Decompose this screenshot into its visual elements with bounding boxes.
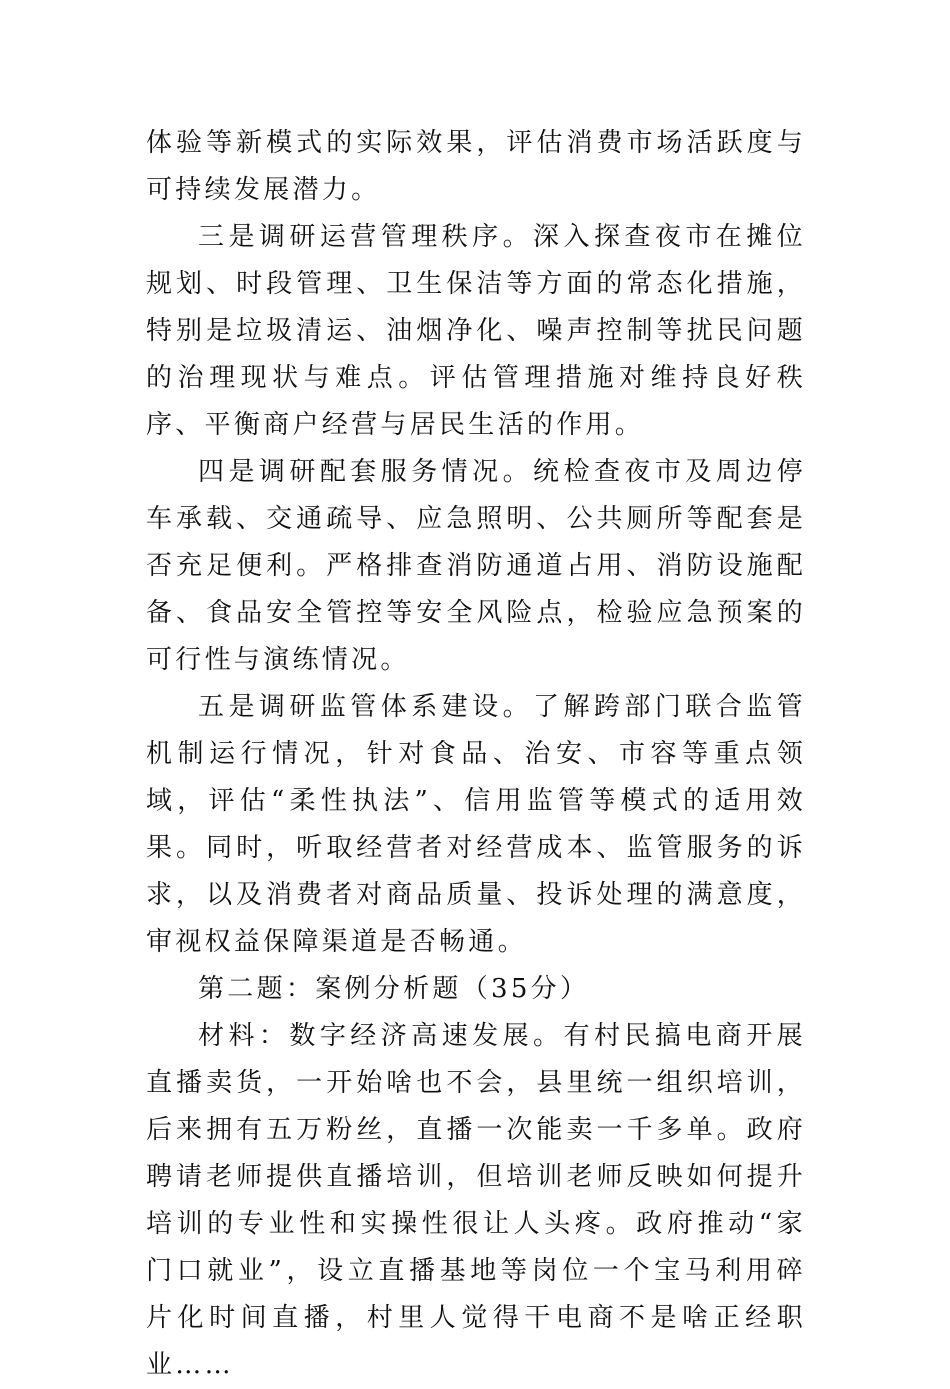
- paragraph-supporting-services: 四是调研配套服务情况。统检查夜市及周边停车承载、交通疏导、应急照明、公共厕所等配套是否充足便利。严格排查消防通道占用、消防设施配备、食品安全管控等安全风险点，检验应急预案的可行性与演练情况。: [146, 457, 806, 675]
- paragraph-operations-management: 三是调研运营管理秩序。深入探查夜市在摊位规划、时段管理、卫生保洁等方面的常态化措施，特别是垃圾清运、油烟净化、噪声控制等扰民问题的治理现状与难点。评估管理措施对维持良好秩序、平衡商户经营与居民生活的作用。: [146, 222, 806, 440]
- question-two-heading: 第二题：案例分析题（35分）: [198, 974, 590, 1004]
- document-body: [146, 120, 806, 1389]
- paragraph-case-material: 材料：数字经济高速发展。有村民搞电商开展直播卖货，一开始啥也不会，县里统一组织培训，后来拥有五万粉丝，直播一次能卖一千多单。政府聘请老师提供直播培训，但培训老师反映如何提升培训的专业性和实操性很让人头疼。政府推动“家门口就业”，设立直播基地等岗位一个宝马利用碎片化时间直播，村里人觉得干电商不是啥正经职业……: [146, 1021, 806, 1380]
- paragraph-supervision-system: 五是调研监管体系建设。了解跨部门联合监管机制运行情况，针对食品、治安、市容等重点领域，评估“柔性执法”、信用监管等模式的适用效果。同时，听取经营者对经营成本、监管服务的诉求，以及消费者对商品质量、投诉处理的满意度，审视权益保障渠道是否畅通。: [146, 692, 806, 957]
- paragraph-continuation: 体验等新模式的实际效果，评估消费市场活跃度与可持续发展潜力。: [146, 128, 806, 205]
